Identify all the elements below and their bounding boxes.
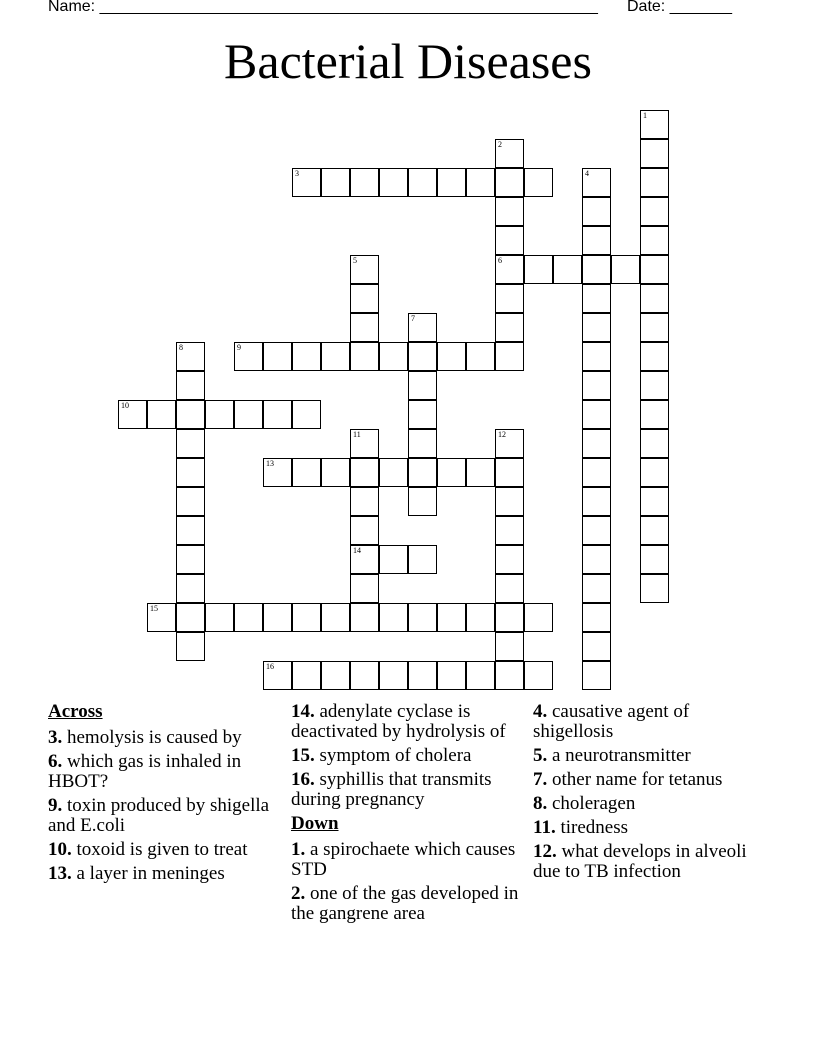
crossword-cell[interactable] [582, 313, 611, 342]
crossword-cell[interactable] [205, 400, 234, 429]
crossword-cell[interactable] [495, 284, 524, 313]
crossword-cell[interactable] [582, 371, 611, 400]
crossword-cell[interactable] [582, 632, 611, 661]
crossword-cell[interactable] [176, 458, 205, 487]
crossword-cell[interactable] [640, 342, 669, 371]
crossword-cell[interactable] [379, 545, 408, 574]
crossword-cell[interactable] [582, 197, 611, 226]
crossword-cell[interactable] [582, 487, 611, 516]
cell-number: 16 [266, 662, 274, 671]
crossword-cell[interactable] [350, 284, 379, 313]
clues-column-2 [291, 702, 527, 928]
crossword-cell[interactable] [292, 661, 321, 690]
crossword-cell[interactable] [408, 168, 437, 197]
crossword-cell[interactable] [640, 545, 669, 574]
crossword-cell[interactable] [379, 458, 408, 487]
crossword-cell[interactable] [263, 661, 292, 690]
cell-number: 1 [643, 111, 647, 120]
crossword-cell[interactable] [495, 168, 524, 197]
crossword-cell[interactable] [582, 226, 611, 255]
crossword-cell[interactable] [582, 603, 611, 632]
crossword-cell[interactable] [524, 168, 553, 197]
crossword-cell[interactable] [640, 458, 669, 487]
crossword-cell[interactable] [379, 342, 408, 371]
crossword-cell[interactable] [495, 545, 524, 574]
clues-column-3 [533, 702, 769, 886]
crossword-cell[interactable] [176, 400, 205, 429]
crossword-cell[interactable] [582, 545, 611, 574]
page-title: Bacterial Diseases [224, 33, 592, 89]
name-field: Name: ________________________________________________________ [48, 0, 598, 15]
crossword-cell[interactable] [292, 168, 321, 197]
crossword-cell[interactable] [553, 255, 582, 284]
crossword-cell[interactable] [147, 603, 176, 632]
crossword-cell[interactable] [292, 400, 321, 429]
crossword-cell[interactable] [640, 197, 669, 226]
crossword-cell[interactable] [118, 400, 147, 429]
clue-across-13: 13. a layer in meninges [48, 863, 225, 884]
crossword-cell[interactable] [408, 603, 437, 632]
crossword-cell[interactable] [495, 458, 524, 487]
crossword-cell[interactable] [640, 255, 669, 284]
clue-across-9: 9. toxin produced by shigella and E.coli [48, 795, 270, 836]
crossword-cell[interactable] [466, 342, 495, 371]
crossword-cell[interactable] [321, 458, 350, 487]
crossword-cell[interactable] [582, 400, 611, 429]
cell-number: 13 [266, 459, 274, 468]
crossword-cell[interactable] [408, 661, 437, 690]
cell-number: 11 [353, 430, 361, 439]
crossword-cell[interactable] [495, 139, 524, 168]
crossword-cell[interactable] [408, 313, 437, 342]
crossword-cell[interactable] [524, 661, 553, 690]
crossword-cell[interactable] [582, 284, 611, 313]
crossword-cell[interactable] [495, 487, 524, 516]
crossword-cell[interactable] [263, 400, 292, 429]
date-field: Date: _______ [627, 0, 732, 15]
cell-number: 8 [179, 343, 183, 352]
crossword-cell[interactable] [176, 516, 205, 545]
crossword-cell[interactable] [495, 313, 524, 342]
crossword-cell[interactable] [495, 342, 524, 371]
crossword-cell[interactable] [350, 487, 379, 516]
crossword-cell[interactable] [466, 661, 495, 690]
crossword-cell[interactable] [321, 603, 350, 632]
crossword-cell[interactable] [582, 255, 611, 284]
crossword-cell[interactable] [350, 458, 379, 487]
crossword-cell[interactable] [640, 168, 669, 197]
crossword-cell[interactable] [495, 197, 524, 226]
crossword-cell[interactable] [640, 313, 669, 342]
crossword-cell[interactable] [263, 458, 292, 487]
cell-number: 15 [150, 604, 158, 613]
crossword-cell[interactable] [321, 661, 350, 690]
crossword-cell[interactable] [321, 168, 350, 197]
crossword-cell[interactable] [582, 168, 611, 197]
crossword-cell[interactable] [408, 371, 437, 400]
crossword-cell[interactable] [350, 661, 379, 690]
crossword-cell[interactable] [147, 400, 176, 429]
clue-across-14: 14. adenylate cyclase is deactivated by hydrolysis of [291, 701, 506, 742]
crossword-cell[interactable] [350, 255, 379, 284]
crossword-cell[interactable] [176, 429, 205, 458]
crossword-cell[interactable] [640, 110, 669, 139]
clue-down-12: 12. what develops in alveoli due to TB infection [533, 841, 747, 882]
crossword-cell[interactable] [495, 661, 524, 690]
crossword-cell[interactable] [350, 574, 379, 603]
crossword-cell[interactable] [234, 342, 263, 371]
crossword-cell[interactable] [466, 603, 495, 632]
crossword-cell[interactable] [495, 516, 524, 545]
crossword-cell[interactable] [524, 255, 553, 284]
crossword-cell[interactable] [495, 603, 524, 632]
crossword-cell[interactable] [234, 603, 263, 632]
crossword-cell[interactable] [350, 603, 379, 632]
crossword-cell[interactable] [640, 284, 669, 313]
crossword-cell[interactable] [582, 429, 611, 458]
across-heading: Across [48, 701, 103, 722]
cell-number: 7 [411, 314, 415, 323]
crossword-cell[interactable] [640, 226, 669, 255]
crossword-cell[interactable] [292, 603, 321, 632]
crossword-cell[interactable] [437, 168, 466, 197]
crossword-cell[interactable] [495, 226, 524, 255]
crossword-cell[interactable] [408, 545, 437, 574]
crossword-cell[interactable] [640, 574, 669, 603]
crossword-cell[interactable] [437, 342, 466, 371]
crossword-cell[interactable] [437, 458, 466, 487]
crossword-cell[interactable] [379, 661, 408, 690]
crossword-cell[interactable] [350, 313, 379, 342]
crossword-cell[interactable] [495, 574, 524, 603]
crossword-cell[interactable] [466, 458, 495, 487]
cell-number: 10 [121, 401, 129, 410]
clue-down-7: 7. other name for tetanus [533, 769, 723, 790]
crossword-cell[interactable] [350, 168, 379, 197]
down-heading: Down [291, 813, 339, 834]
clue-down-2: 2. one of the gas developed in the gangrene area [291, 883, 519, 924]
crossword-cell[interactable] [263, 342, 292, 371]
crossword-cell[interactable] [234, 400, 263, 429]
crossword-cell[interactable] [408, 400, 437, 429]
crossword-cell[interactable] [408, 342, 437, 371]
clues-column-1 [48, 702, 284, 888]
crossword-cell[interactable] [176, 371, 205, 400]
crossword-cell[interactable] [176, 603, 205, 632]
clue-down-8: 8. choleragen [533, 793, 636, 814]
crossword-cell[interactable] [582, 574, 611, 603]
crossword-cell[interactable] [176, 342, 205, 371]
crossword-cell[interactable] [176, 632, 205, 661]
crossword-cell[interactable] [495, 632, 524, 661]
crossword-cell[interactable] [292, 458, 321, 487]
clue-down-5: 5. a neurotransmitter [533, 745, 691, 766]
crossword-cell[interactable] [321, 342, 350, 371]
crossword-cell[interactable] [408, 458, 437, 487]
crossword-cell[interactable] [408, 487, 437, 516]
crossword-cell[interactable] [640, 139, 669, 168]
cell-number: 3 [295, 169, 299, 178]
clue-across-10: 10. toxoid is given to treat [48, 839, 248, 860]
cell-number: 4 [585, 169, 589, 178]
crossword-cell[interactable] [408, 429, 437, 458]
cell-number: 9 [237, 343, 241, 352]
clue-across-16: 16. syphillis that transmits during pregnancy [291, 769, 492, 810]
crossword-cell[interactable] [379, 603, 408, 632]
clue-across-15: 15. symptom of cholera [291, 745, 472, 766]
crossword-cell[interactable] [350, 342, 379, 371]
cell-number: 2 [498, 140, 502, 149]
crossword-cell[interactable] [640, 516, 669, 545]
clue-down-11: 11. tiredness [533, 817, 628, 838]
crossword-cell[interactable] [437, 661, 466, 690]
clue-down-1: 1. a spirochaete which causes STD [291, 839, 516, 880]
crossword-cell[interactable] [640, 400, 669, 429]
crossword-cell[interactable] [176, 487, 205, 516]
cell-number: 12 [498, 430, 506, 439]
crossword-cell[interactable] [582, 661, 611, 690]
cell-number: 14 [353, 546, 361, 555]
cell-number: 5 [353, 256, 357, 265]
crossword-cell[interactable] [582, 516, 611, 545]
crossword-cell[interactable] [611, 255, 640, 284]
crossword-cell[interactable] [379, 168, 408, 197]
crossword-cell[interactable] [466, 168, 495, 197]
crossword-cell[interactable] [263, 603, 292, 632]
crossword-cell[interactable] [292, 342, 321, 371]
crossword-cell[interactable] [582, 458, 611, 487]
crossword-cell[interactable] [640, 429, 669, 458]
crossword-cell[interactable] [640, 487, 669, 516]
crossword-cell[interactable] [524, 603, 553, 632]
crossword-cell[interactable] [495, 429, 524, 458]
crossword-cell[interactable] [495, 255, 524, 284]
clue-across-6: 6. which gas is inhaled in HBOT? [48, 751, 242, 792]
crossword-cell[interactable] [350, 545, 379, 574]
crossword-cell[interactable] [205, 603, 234, 632]
crossword-cell[interactable] [176, 574, 205, 603]
crossword-cell[interactable] [350, 516, 379, 545]
crossword-cell[interactable] [350, 429, 379, 458]
clue-across-3: 3. hemolysis is caused by [48, 727, 242, 748]
crossword-cell[interactable] [582, 342, 611, 371]
cell-number: 6 [498, 256, 502, 265]
crossword-cell[interactable] [176, 545, 205, 574]
clue-down-4: 4. causative agent of shigellosis [533, 701, 690, 742]
crossword-cell[interactable] [437, 603, 466, 632]
crossword-cell[interactable] [640, 371, 669, 400]
